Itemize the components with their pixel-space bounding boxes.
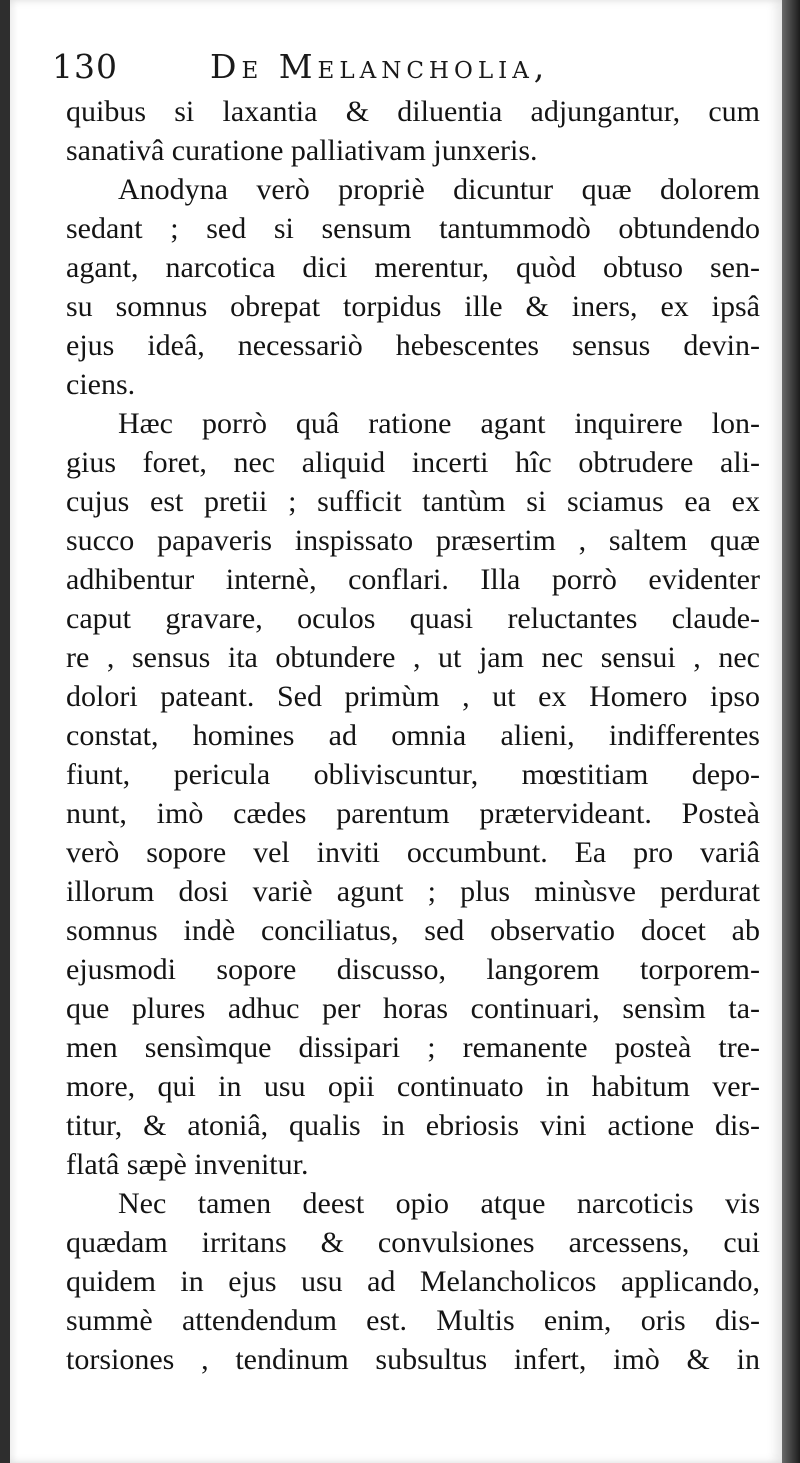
text-line: quidem in ejus usu ad Melancholicos applicando, [66,1265,760,1298]
text-line: flatâ sæpè invenitur. [66,1148,309,1181]
page-edge-shadow [782,0,800,1463]
text-line: su somnus obrepat torpidus ille & iners, ex ipsâ [66,290,760,323]
page-number: 130 [52,47,118,86]
text-line: titur, & atoniâ, qualis in ebriosis vini actione dis- [66,1109,760,1142]
text-line: men sensìmque dissipari ; remanente posteà tre- [66,1031,760,1064]
text-line: nunt, imò cædes parentum prætervideant. Posteà [66,797,760,830]
text-line: gius foret, nec aliquid incerti hîc obtrudere ali- [66,446,760,479]
text-line: dolori pateant. Sed primùm , ut ex Homero ipso [66,680,760,713]
text-line: ejusmodi sopore discusso, langorem torporem- [66,953,760,986]
text-line: quædam irritans & convulsiones arcessens, cui [66,1226,760,1259]
text-line: verò sopore vel inviti occumbunt. Ea pro variâ [66,836,760,869]
text-line: re , sensus ita obtundere , ut jam nec sensui , nec [66,641,760,674]
text-line: succo papaveris inspissato præsertim , saltem quæ [66,524,760,557]
body-text [66,92,760,1379]
text-line: quibus si laxantia & diluentia adjungantur, cum [66,95,760,128]
text-line: que plures adhuc per horas continuari, sensìm ta- [66,992,760,1025]
text-line: illorum dosi variè agunt ; plus minùsve perdurat [66,875,760,908]
text-line: summè attendendum est. Multis enim, oris dis- [66,1304,760,1337]
paragraph-start-line: Anodyna verò propriè dicuntur quæ dolorem [118,173,760,206]
text-line: cujus est pretii ; sufficit tantùm si sciamus ea ex [66,485,760,518]
text-line: sanativâ curatione palliativam junxeris. [66,134,538,167]
text-line: torsiones , tendinum subsultus infert, imò & in [66,1343,760,1376]
text-line: ejus ideâ, necessariò hebescentes sensus devin- [66,329,760,362]
text-line: agant, narcotica dici merentur, quòd obtuso sen- [66,251,760,284]
text-line: constat, homines ad omnia alieni, indifferentes [66,719,760,752]
text-line: adhibentur internè, conflari. Illa porrò evidenter [66,563,760,596]
book-page [10,0,782,1463]
paragraph-start-line: Hæc porrò quâ ratione agant inquirere lon- [118,407,760,440]
paragraph-start-line: Nec tamen deest opio atque narcoticis vis [118,1187,760,1220]
text-line: fiunt, pericula obliviscuntur, mœstitiam depo- [66,758,760,791]
text-line: ciens. [66,368,136,401]
text-line: somnus indè conciliatus, sed observatio docet ab [66,914,760,947]
running-title: De Melancholia, [210,47,550,86]
page-header [52,42,752,92]
text-line: more, qui in usu opii continuato in habitum ver- [66,1070,760,1103]
text-line: sedant ; sed si sensum tantummodò obtundendo [66,212,760,245]
text-line: caput gravare, oculos quasi reluctantes claude- [66,602,760,635]
